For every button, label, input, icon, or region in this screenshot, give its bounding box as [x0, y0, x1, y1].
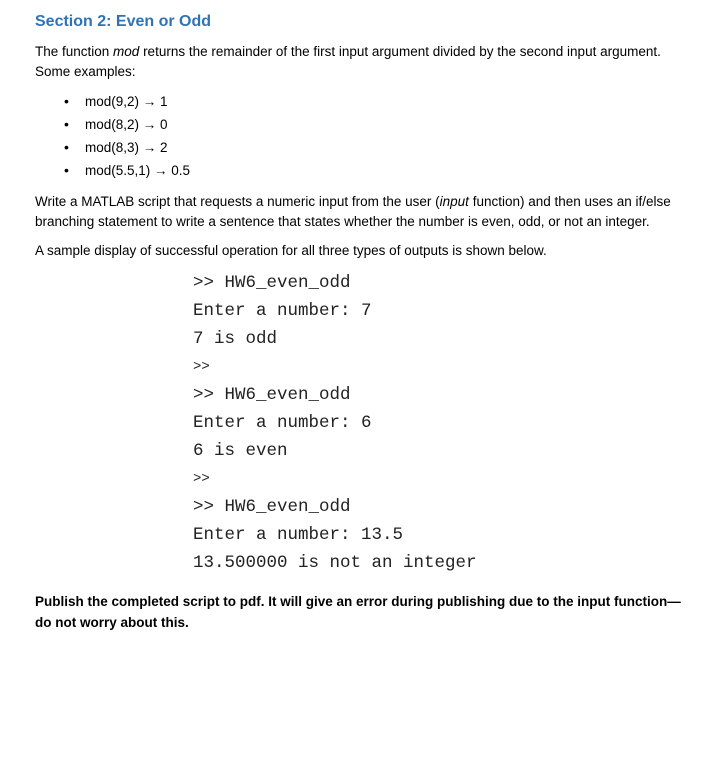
example-text: mod(5.5,1) → 0.5 — [85, 163, 191, 178]
code-line: Enter a number: 7 — [193, 301, 372, 321]
code-line: Enter a number: 13.5 — [193, 525, 404, 545]
bullet-icon: • — [64, 162, 69, 178]
code-line: >> — [193, 359, 210, 375]
code-line: >> HW6_even_odd — [193, 273, 351, 293]
sample-output-block — [193, 269, 685, 577]
document-page — [35, 12, 685, 633]
list-item — [35, 159, 685, 182]
list-item — [35, 136, 685, 159]
mod-function-name: mod — [113, 44, 140, 59]
example-text: mod(8,3) → 2 — [85, 140, 168, 155]
section-heading: Section 2: Even or Odd — [35, 13, 212, 30]
list-item — [35, 90, 685, 113]
intro-text-2: returns the remainder of the first input argument divided by the second input argument. Some examples: — [35, 44, 661, 79]
example-text: mod(8,2) → 0 — [85, 117, 168, 132]
example-text: mod(9,2) → 1 — [85, 94, 168, 109]
code-line: >> HW6_even_odd — [193, 385, 351, 405]
task-paragraph — [35, 192, 685, 232]
code-line: >> — [193, 471, 210, 487]
bullet-icon: • — [64, 93, 69, 109]
sample-intro: A sample display of successful operation for all three types of outputs is shown below. — [35, 243, 547, 258]
code-line: Enter a number: 6 — [193, 413, 372, 433]
intro-text-1: The function — [35, 44, 114, 59]
examples-list — [35, 90, 685, 182]
input-function-name: input — [439, 194, 469, 209]
bullet-icon: • — [64, 116, 69, 132]
code-line: 6 is even — [193, 441, 288, 461]
task-text-2: function) and then uses an if/else branching statement to write a sentence that states whether the number is even, odd, or not an integer. — [35, 194, 671, 229]
code-line: 13.500000 is not an integer — [193, 553, 477, 573]
bullet-icon: • — [64, 139, 69, 155]
task-text-1: Write a MATLAB script that requests a numeric input from the user ( — [35, 194, 440, 209]
list-item — [35, 113, 685, 136]
code-line: >> HW6_even_odd — [193, 497, 351, 517]
intro-paragraph — [35, 42, 685, 82]
code-line: 7 is odd — [193, 329, 278, 349]
publish-note: Publish the completed script to pdf. It will give an error during publishing due to the input function—do not worry about this. — [35, 594, 681, 630]
